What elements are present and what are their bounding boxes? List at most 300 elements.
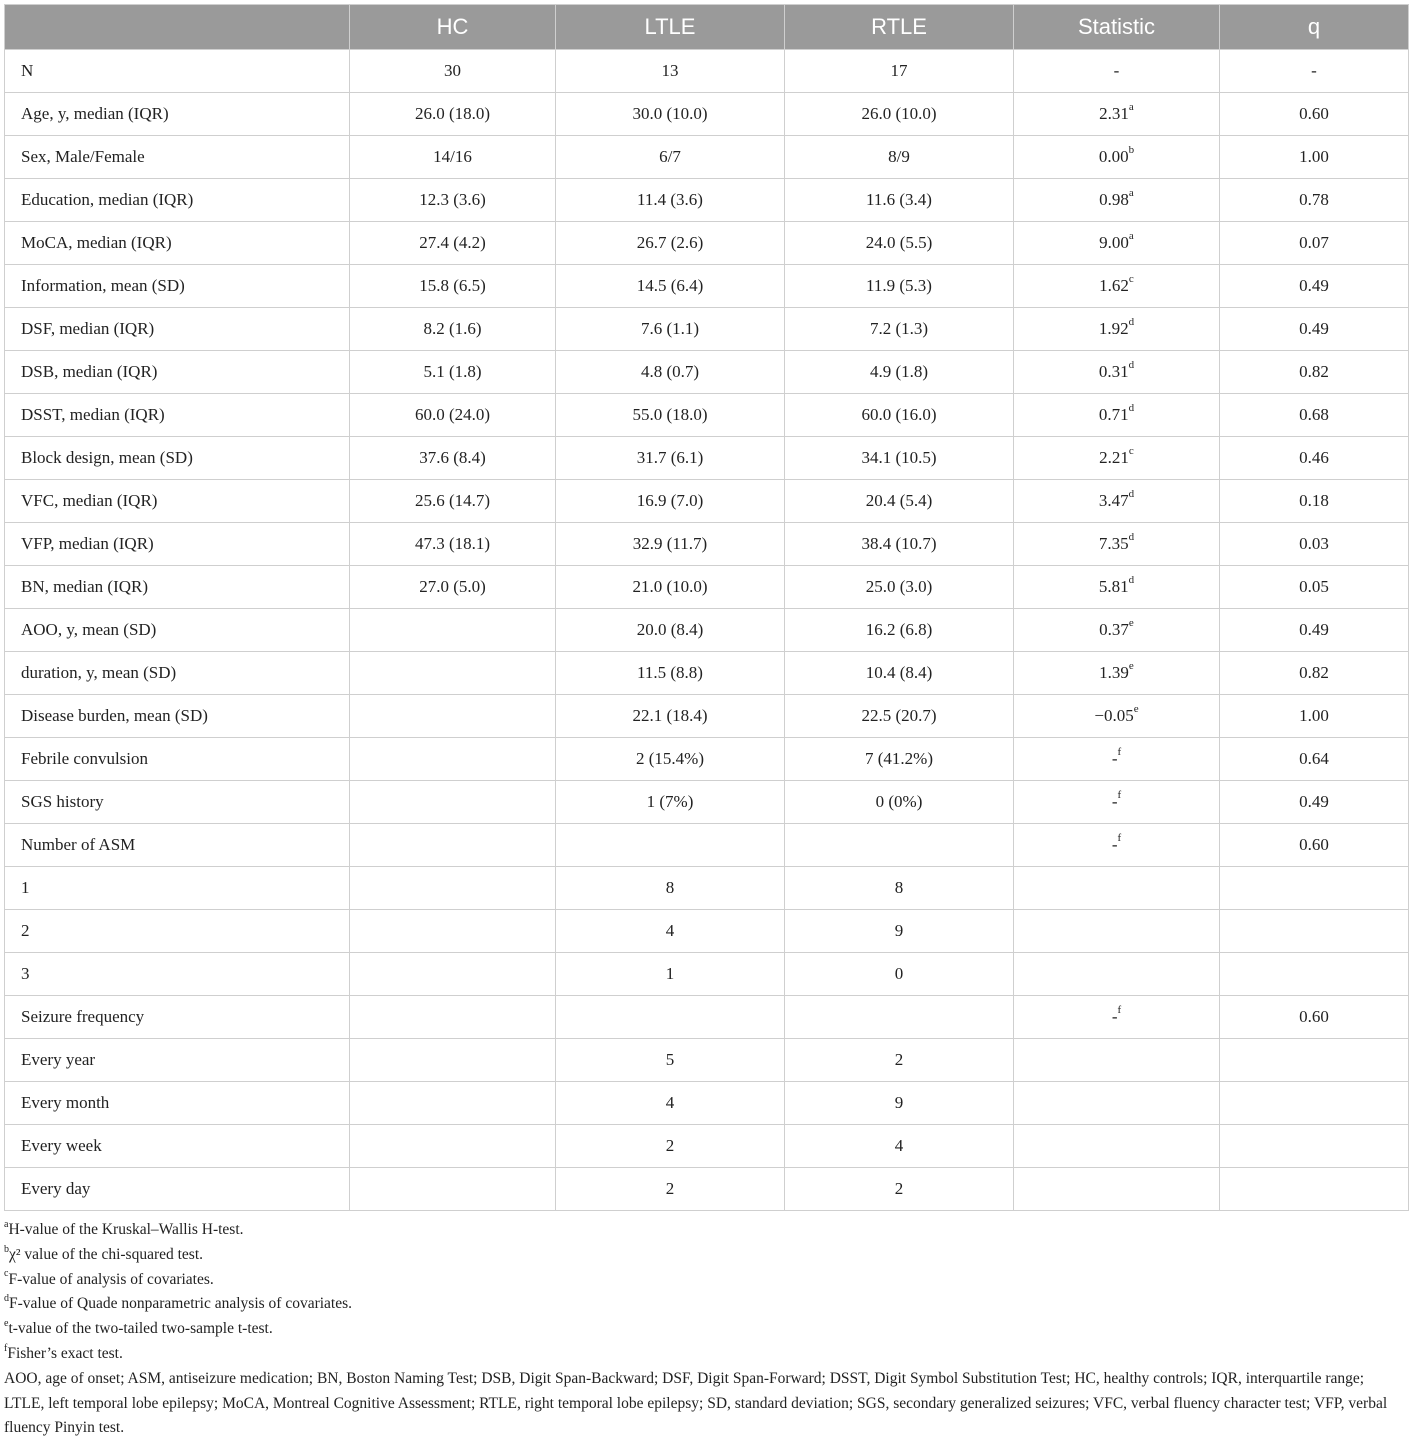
ltle-cell <box>556 609 785 652</box>
rtle-cell-text: 10.4 (8.4) <box>865 663 933 682</box>
row-label-cell-text: 1 <box>21 878 30 897</box>
q-cell-text: 0.68 <box>1299 405 1329 424</box>
row-label-cell-text: Block design, mean (SD) <box>21 448 193 467</box>
rtle-cell <box>785 1168 1014 1211</box>
row-label-cell <box>5 738 350 781</box>
q-cell <box>1220 136 1409 179</box>
table-row <box>5 437 1409 480</box>
rtle-cell-text: 17 <box>890 61 908 80</box>
ltle-cell-text: 6/7 <box>659 147 681 166</box>
q-cell <box>1220 738 1409 781</box>
table-row <box>5 566 1409 609</box>
statistic-footnote-mark: e <box>1128 660 1134 673</box>
q-cell <box>1220 179 1409 222</box>
rtle-cell <box>785 1039 1014 1082</box>
hc-cell <box>350 308 556 351</box>
hc-cell <box>350 996 556 1039</box>
ltle-cell-text: 16.9 (7.0) <box>636 491 704 510</box>
rtle-cell <box>785 996 1014 1039</box>
row-label-cell <box>5 996 350 1039</box>
ltle-cell <box>556 1125 785 1168</box>
hc-cell-text: 60.0 (24.0) <box>414 405 491 424</box>
hc-cell <box>350 265 556 308</box>
q-cell-text: 0.82 <box>1299 663 1329 682</box>
rtle-cell-text: 16.2 (6.8) <box>865 620 933 639</box>
table-row <box>5 1125 1409 1168</box>
q-cell-text: 0.82 <box>1299 362 1329 381</box>
q-cell-text: 0.49 <box>1299 792 1329 811</box>
ltle-cell <box>556 996 785 1039</box>
hc-cell <box>350 652 556 695</box>
ltle-cell <box>556 437 785 480</box>
hc-cell-text: 8.2 (1.6) <box>423 319 482 338</box>
row-label-cell-text: N <box>21 61 34 80</box>
table-row <box>5 867 1409 910</box>
row-label-cell <box>5 50 350 93</box>
rtle-cell-text: 20.4 (5.4) <box>865 491 933 510</box>
row-label-cell-text: VFC, median (IQR) <box>21 491 158 510</box>
statistic-cell-text: - <box>1111 835 1118 854</box>
q-cell <box>1220 910 1409 953</box>
ltle-cell-text: 55.0 (18.0) <box>632 405 708 424</box>
row-label-cell-text: Every week <box>21 1136 102 1155</box>
q-cell <box>1220 996 1409 1039</box>
row-label-cell <box>5 437 350 480</box>
hc-cell <box>350 695 556 738</box>
row-label-cell-text: AOO, y, mean (SD) <box>21 620 157 639</box>
row-label-cell <box>5 222 350 265</box>
rtle-cell-text: 8/9 <box>888 147 910 166</box>
table-row <box>5 480 1409 523</box>
table-row <box>5 308 1409 351</box>
statistic-footnote-mark: f <box>1117 1004 1122 1017</box>
row-label-cell-text: Information, mean (SD) <box>21 276 185 295</box>
row-label-cell <box>5 824 350 867</box>
statistic-cell <box>1014 351 1220 394</box>
ltle-cell-text: 13 <box>661 61 679 80</box>
rtle-cell <box>785 781 1014 824</box>
row-label-cell <box>5 910 350 953</box>
hc-cell-text: 5.1 (1.8) <box>423 362 482 381</box>
statistic-footnote-mark: b <box>1128 144 1135 157</box>
rtle-cell <box>785 738 1014 781</box>
hc-cell-text: 25.6 (14.7) <box>414 491 491 510</box>
statistic-cell-text: 0.71 <box>1098 405 1129 424</box>
ltle-cell <box>556 1168 785 1211</box>
ltle-cell-text: 11.4 (3.6) <box>637 190 703 209</box>
hc-cell <box>350 1125 556 1168</box>
statistic-cell <box>1014 781 1220 824</box>
statistic-cell <box>1014 1168 1220 1211</box>
ltle-cell-text: 1 (7%) <box>646 792 694 811</box>
row-label-cell <box>5 695 350 738</box>
row-label-cell-text: duration, y, mean (SD) <box>21 663 177 682</box>
footnote <box>4 1218 1408 1243</box>
footnote <box>4 1243 1408 1268</box>
rtle-cell <box>785 953 1014 996</box>
footnote-mark: c <box>4 1268 9 1280</box>
hc-cell <box>350 93 556 136</box>
statistic-cell-text: 2.31 <box>1099 104 1129 123</box>
rtle-cell <box>785 265 1014 308</box>
rtle-cell-text: 2 <box>894 1050 904 1069</box>
hc-cell <box>350 50 556 93</box>
statistic-cell-text: 2.21 <box>1099 448 1129 467</box>
ltle-cell <box>556 394 785 437</box>
row-label-cell-text: DSF, median (IQR) <box>21 319 155 338</box>
table-row <box>5 222 1409 265</box>
rtle-cell <box>785 179 1014 222</box>
rtle-cell-text: 0 <box>894 964 904 983</box>
table-row <box>5 523 1409 566</box>
ltle-cell <box>556 93 785 136</box>
table-row <box>5 265 1409 308</box>
rtle-cell <box>785 480 1014 523</box>
hc-cell <box>350 609 556 652</box>
table-row <box>5 824 1409 867</box>
q-cell <box>1220 394 1409 437</box>
ltle-cell <box>556 351 785 394</box>
statistic-cell <box>1014 1082 1220 1125</box>
footnote-text: t-value of the two-tailed two-sample t-test. <box>8 1320 273 1338</box>
statistic-cell <box>1014 652 1220 695</box>
ltle-cell-text: 20.0 (8.4) <box>636 620 704 639</box>
q-cell <box>1220 953 1409 996</box>
hc-cell-text: 14/16 <box>433 147 472 166</box>
row-label-cell <box>5 351 350 394</box>
row-label-cell <box>5 179 350 222</box>
row-label-cell-text: 2 <box>21 921 30 940</box>
q-cell-text: 0.78 <box>1299 190 1329 209</box>
table-row <box>5 394 1409 437</box>
ltle-cell <box>556 910 785 953</box>
ltle-cell <box>556 136 785 179</box>
statistic-cell-text: - <box>1113 61 1120 80</box>
rtle-cell-text: 11.6 (3.4) <box>866 190 932 209</box>
ltle-cell-text: 22.1 (18.4) <box>632 706 708 725</box>
table-row <box>5 50 1409 93</box>
rtle-cell-text: 60.0 (16.0) <box>861 405 937 424</box>
abbreviations-note: AOO, age of onset; ASM, antiseizure medication; BN, Boston Naming Test; DSB, Digit Span-Backward; DSF, Digit Span-Forward; DSST, Digit Symbol Substitution Test; HC, healthy controls; IQR, interquartile range; LTLE, left temporal lobe epilepsy; MoCA, Montreal Cognitive Assessment; RTLE, right temporal lobe epilepsy; SD, standard deviation; SGS, secondary generalized seizures; VFC, verbal fluency character test; VFP, verbal fluency Pinyin test. <box>4 1369 1388 1437</box>
data-table-container <box>4 4 1408 1211</box>
q-cell <box>1220 50 1409 93</box>
hc-cell-text: 37.6 (8.4) <box>419 448 486 467</box>
row-label-cell <box>5 480 350 523</box>
statistic-cell <box>1014 93 1220 136</box>
footnote-mark: b <box>4 1243 9 1255</box>
footnote-text: Fisher’s exact test. <box>7 1344 123 1362</box>
statistic-footnote-mark: e <box>1128 617 1134 630</box>
rtle-cell <box>785 308 1014 351</box>
rtle-cell-text: 7 (41.2%) <box>865 749 933 768</box>
q-cell-text: 0.49 <box>1299 620 1329 639</box>
ltle-cell-text: 2 <box>665 1136 675 1155</box>
q-cell-text: 1.00 <box>1299 147 1329 166</box>
table-row <box>5 1168 1409 1211</box>
rtle-cell-text: 22.5 (20.7) <box>861 706 937 725</box>
ltle-cell-text: 7.6 (1.1) <box>640 319 700 338</box>
footnote-mark: e <box>4 1318 9 1330</box>
statistic-footnote-mark: f <box>1117 832 1122 845</box>
table-body <box>5 50 1409 1211</box>
q-cell <box>1220 781 1409 824</box>
row-label-cell-text: Seizure frequency <box>21 1007 145 1026</box>
ltle-cell <box>556 523 785 566</box>
footnote-text: H-value of the Kruskal–Wallis H-test. <box>8 1221 244 1238</box>
statistic-cell-text: −0.05 <box>1094 706 1134 725</box>
footnote-text: F-value of Quade nonparametric analysis of covariates. <box>9 1295 353 1313</box>
footnote <box>4 1292 1408 1317</box>
hc-cell-text: 15.8 (6.5) <box>419 276 486 295</box>
statistic-cell-text: 3.47 <box>1098 491 1129 510</box>
rtle-cell <box>785 609 1014 652</box>
footnote-mark: f <box>4 1342 8 1354</box>
rtle-cell <box>785 222 1014 265</box>
hc-cell-text: 12.3 (3.6) <box>419 190 486 209</box>
ltle-cell <box>556 738 785 781</box>
statistic-footnote-mark: a <box>1128 230 1134 243</box>
ltle-cell <box>556 50 785 93</box>
statistic-cell-text: 0.31 <box>1098 362 1129 381</box>
row-label-cell <box>5 953 350 996</box>
table-row <box>5 136 1409 179</box>
ltle-cell-text: 5 <box>665 1050 675 1069</box>
ltle-cell-text: 4 <box>665 1093 675 1112</box>
statistic-cell <box>1014 695 1220 738</box>
q-cell <box>1220 93 1409 136</box>
q-cell <box>1220 566 1409 609</box>
statistic-cell <box>1014 910 1220 953</box>
ltle-cell-text: 30.0 (10.0) <box>632 104 708 123</box>
hc-cell <box>350 953 556 996</box>
rtle-cell-text: 4 <box>894 1136 904 1155</box>
statistic-cell <box>1014 867 1220 910</box>
row-label-cell <box>5 609 350 652</box>
header-cell-ltle: LTLE <box>556 5 785 50</box>
statistic-cell-text: 0.00 <box>1098 147 1129 166</box>
data-table <box>4 4 1409 1211</box>
rtle-cell-text: 26.0 (10.0) <box>861 104 937 123</box>
statistic-cell-text: 0.98 <box>1099 190 1129 209</box>
row-label-cell-text: DSB, median (IQR) <box>21 362 158 381</box>
ltle-cell-text: 2 (15.4%) <box>636 749 704 768</box>
rtle-cell-text: 11.9 (5.3) <box>866 276 932 295</box>
statistic-cell <box>1014 953 1220 996</box>
q-cell-text: 0.03 <box>1299 534 1329 553</box>
row-label-cell-text: Sex, Male/Female <box>21 147 145 166</box>
q-cell-text: 0.60 <box>1299 835 1329 854</box>
ltle-cell-text: 8 <box>665 878 675 897</box>
q-cell <box>1220 609 1409 652</box>
rtle-cell-text: 7.2 (1.3) <box>869 319 929 338</box>
statistic-footnote-mark: c <box>1128 445 1134 458</box>
statistic-cell-text: 1.39 <box>1099 663 1129 682</box>
rtle-cell <box>785 437 1014 480</box>
hc-cell-text: 27.0 (5.0) <box>419 577 486 596</box>
rtle-cell-text: 8 <box>894 878 904 897</box>
statistic-cell <box>1014 265 1220 308</box>
statistic-footnote-mark: a <box>1128 101 1134 114</box>
ltle-cell <box>556 1082 785 1125</box>
hc-cell-text: 26.0 (18.0) <box>414 104 491 123</box>
statistic-cell <box>1014 1125 1220 1168</box>
q-cell <box>1220 824 1409 867</box>
statistic-footnote-mark: f <box>1117 746 1122 759</box>
ltle-cell-text: 4 <box>665 921 675 940</box>
row-label-cell-text: Every day <box>21 1179 91 1198</box>
row-label-cell <box>5 1125 350 1168</box>
ltle-cell-text: 11.5 (8.8) <box>637 663 703 682</box>
row-label-cell <box>5 394 350 437</box>
table-row <box>5 93 1409 136</box>
row-label-cell-text: Every year <box>21 1050 96 1069</box>
row-label-cell <box>5 566 350 609</box>
statistic-cell <box>1014 222 1220 265</box>
ltle-cell <box>556 695 785 738</box>
ltle-cell-text: 31.7 (6.1) <box>636 448 704 467</box>
rtle-cell-text: 34.1 (10.5) <box>861 448 937 467</box>
statistic-footnote-mark: d <box>1128 402 1135 415</box>
ltle-cell <box>556 265 785 308</box>
row-label-cell-text: VFP, median (IQR) <box>21 534 154 553</box>
ltle-cell <box>556 953 785 996</box>
ltle-cell <box>556 824 785 867</box>
hc-cell <box>350 480 556 523</box>
row-label-cell-text: 3 <box>21 964 30 983</box>
hc-cell <box>350 437 556 480</box>
table-row <box>5 1082 1409 1125</box>
rtle-cell-text: 38.4 (10.7) <box>861 534 937 553</box>
header-cell-rtle: RTLE <box>785 5 1014 50</box>
statistic-footnote-mark: d <box>1128 359 1135 372</box>
statistic-cell <box>1014 437 1220 480</box>
table-row <box>5 996 1409 1039</box>
q-cell <box>1220 652 1409 695</box>
q-cell <box>1220 308 1409 351</box>
rtle-cell <box>785 824 1014 867</box>
rtle-cell <box>785 910 1014 953</box>
q-cell <box>1220 351 1409 394</box>
footnote <box>4 1317 1408 1342</box>
header-cell-variable <box>5 5 350 50</box>
hc-cell-text: 30 <box>444 61 461 80</box>
q-cell <box>1220 265 1409 308</box>
statistic-footnote-mark: a <box>1128 187 1134 200</box>
row-label-cell <box>5 265 350 308</box>
hc-cell <box>350 910 556 953</box>
table-row <box>5 351 1409 394</box>
row-label-cell-text: Education, median (IQR) <box>21 190 194 209</box>
header-cell-statistic: Statistic <box>1014 5 1220 50</box>
q-cell <box>1220 1082 1409 1125</box>
q-cell-text: - <box>1311 61 1317 80</box>
statistic-footnote-mark: d <box>1128 316 1135 329</box>
statistic-cell <box>1014 136 1220 179</box>
row-label-cell <box>5 867 350 910</box>
hc-cell <box>350 1039 556 1082</box>
q-cell <box>1220 437 1409 480</box>
row-label-cell <box>5 308 350 351</box>
rtle-cell <box>785 1125 1014 1168</box>
row-label-cell <box>5 136 350 179</box>
rtle-cell <box>785 652 1014 695</box>
statistic-cell <box>1014 1039 1220 1082</box>
hc-cell-text: 47.3 (18.1) <box>414 534 491 553</box>
rtle-cell-text: 2 <box>894 1179 904 1198</box>
header-cell-q: q <box>1220 5 1409 50</box>
footnote-text: χ² value of the chi-squared test. <box>9 1245 204 1263</box>
q-cell-text: 0.49 <box>1299 319 1329 338</box>
hc-cell <box>350 781 556 824</box>
rtle-cell <box>785 1082 1014 1125</box>
footnote <box>4 1268 1408 1293</box>
header-cell-hc: HC <box>350 5 556 50</box>
ltle-cell-text: 2 <box>665 1179 675 1198</box>
statistic-cell-text: 1.62 <box>1099 276 1129 295</box>
hc-cell <box>350 1168 556 1211</box>
q-cell-text: 0.07 <box>1299 233 1329 252</box>
statistic-footnote-mark: c <box>1128 273 1134 286</box>
rtle-cell <box>785 93 1014 136</box>
ltle-cell <box>556 480 785 523</box>
rtle-cell-text: 0 (0%) <box>875 792 923 811</box>
table-notes <box>4 1218 1408 1441</box>
statistic-cell <box>1014 738 1220 781</box>
statistic-footnote-mark: d <box>1128 574 1135 587</box>
ltle-cell <box>556 781 785 824</box>
row-label-cell-text: MoCA, median (IQR) <box>21 233 172 252</box>
q-cell <box>1220 1039 1409 1082</box>
statistic-footnote-mark: f <box>1117 789 1122 802</box>
q-cell-text: 0.64 <box>1299 749 1329 768</box>
statistic-cell-text: - <box>1111 749 1118 768</box>
row-label-cell-text: Age, y, median (IQR) <box>21 104 169 123</box>
q-cell-text: 0.49 <box>1299 276 1329 295</box>
row-label-cell <box>5 1039 350 1082</box>
table-row <box>5 910 1409 953</box>
row-label-cell-text: Febrile convulsion <box>21 749 149 768</box>
q-cell-text: 0.05 <box>1299 577 1329 596</box>
hc-cell-text: 27.4 (4.2) <box>419 233 486 252</box>
statistic-cell <box>1014 609 1220 652</box>
q-cell-text: 0.18 <box>1299 491 1329 510</box>
q-cell <box>1220 222 1409 265</box>
row-label-cell <box>5 652 350 695</box>
statistic-cell-text: - <box>1111 1007 1118 1026</box>
rtle-cell-text: 9 <box>894 1093 904 1112</box>
statistic-cell <box>1014 179 1220 222</box>
q-cell <box>1220 1168 1409 1211</box>
footnote-text: F-value of analysis of covariates. <box>8 1270 214 1288</box>
ltle-cell <box>556 1039 785 1082</box>
table-row <box>5 179 1409 222</box>
statistic-cell <box>1014 480 1220 523</box>
row-label-cell <box>5 781 350 824</box>
rtle-cell-text: 4.9 (1.8) <box>869 362 929 381</box>
ltle-cell-text: 32.9 (11.7) <box>632 534 708 553</box>
statistic-cell-text: 9.00 <box>1099 233 1129 252</box>
hc-cell <box>350 523 556 566</box>
rtle-cell <box>785 523 1014 566</box>
statistic-cell-text: 0.37 <box>1099 620 1129 639</box>
ltle-cell <box>556 308 785 351</box>
hc-cell <box>350 867 556 910</box>
q-cell <box>1220 695 1409 738</box>
statistic-cell <box>1014 566 1220 609</box>
ltle-cell <box>556 566 785 609</box>
row-label-cell-text: Every month <box>21 1093 110 1112</box>
rtle-cell <box>785 50 1014 93</box>
